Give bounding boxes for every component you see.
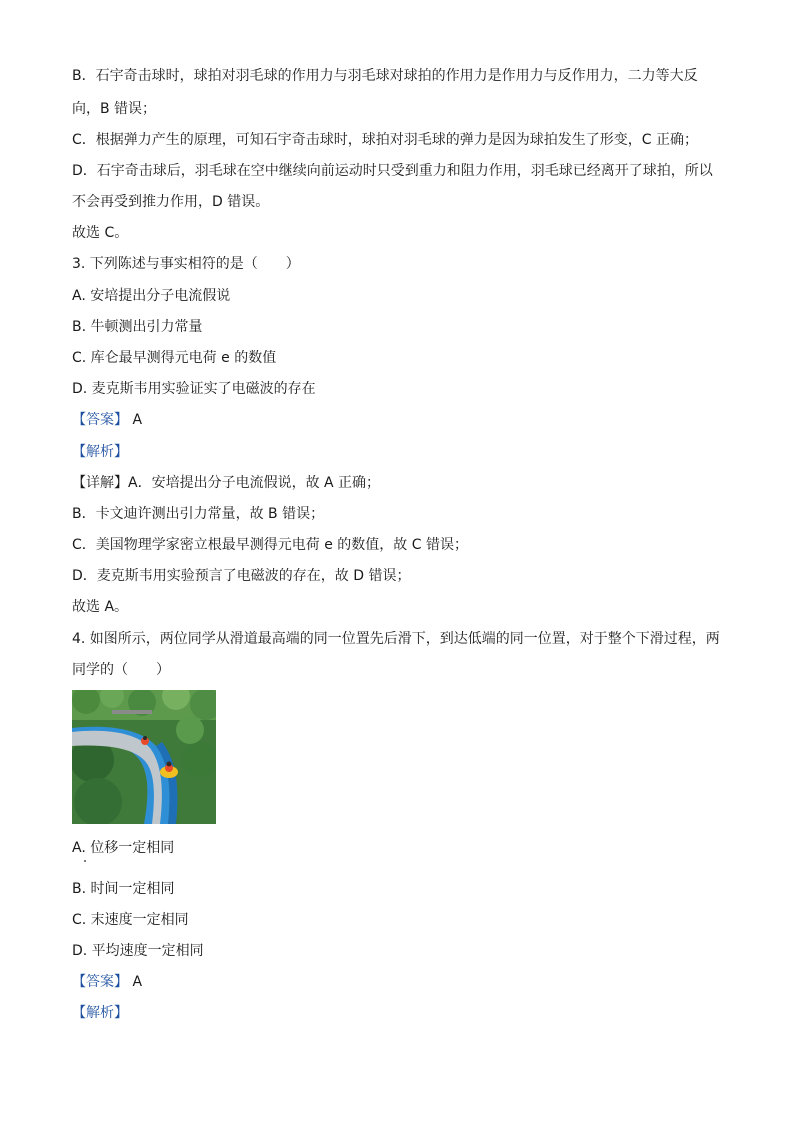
answer-line: 【答案】 A: [72, 974, 143, 990]
text-line: B．石宇奇击球时，球拍对羽毛球的作用力与羽毛球对球拍的作用力是作用力与反作用力，二力等大反: [72, 68, 698, 84]
text-line: D．石宇奇击球后，羽毛球在空中继续向前运动时只受到重力和阻力作用，羽毛球已经离开了球拍，所以: [72, 163, 713, 179]
answer-tag: 答案: [86, 974, 114, 990]
answer-tag: 答案: [86, 412, 114, 428]
option-c: C. 库仑最早测得元电荷 e 的数值: [72, 350, 277, 366]
option-d: D. 平均速度一定相同: [72, 943, 204, 959]
analysis-tag: 解析: [86, 1005, 114, 1021]
question-4-stem: 4. 如图所示，两位同学从滑道最高端的同一位置先后滑下，到达低端的同一位置，对于整个下滑过程，两: [72, 631, 720, 647]
option-c: C. 末速度一定相同: [72, 912, 189, 928]
text-line: C．美国物理学家密立根最早测得元电荷 e 的数值，故 C 错误；: [72, 537, 468, 553]
option-b: B. 时间一定相同: [72, 881, 175, 897]
text-line: 不会再受到推力作用，D 错误。: [72, 194, 270, 210]
stray-dot: [84, 860, 86, 862]
analysis-heading: 【解析】: [72, 1005, 128, 1021]
option-a: A. 位移一定相同: [72, 840, 175, 856]
detail-tag: 详解: [86, 475, 114, 491]
question-4-stem-cont: 同学的（ ）: [72, 662, 170, 678]
analysis-tag: 解析: [86, 444, 114, 460]
option-d: D. 麦克斯韦用实验证实了电磁波的存在: [72, 381, 316, 397]
text-line: 故选 C。: [72, 225, 129, 241]
analysis-heading: 【解析】: [72, 444, 128, 460]
text-line: D．麦克斯韦用实验预言了电磁波的存在，故 D 错误；: [72, 568, 411, 584]
waterslide-photo: [72, 690, 216, 824]
answer-line: 【答案】 A: [72, 412, 143, 428]
text-line: B．卡文迪许测出引力常量，故 B 错误；: [72, 506, 325, 522]
question-3-stem: 3. 下列陈述与事实相符的是（ ）: [72, 256, 300, 272]
detail-line: 【详解】A．安培提出分子电流假说，故 A 正确；: [72, 475, 381, 491]
text-line: 故选 A。: [72, 599, 129, 615]
text-line: C．根据弹力产生的原理，可知石宇奇击球时，球拍对羽毛球的弹力是因为球拍发生了形变，C 正确；: [72, 132, 698, 148]
text-line: 向，B 错误；: [72, 101, 157, 117]
option-a: A. 安培提出分子电流假说: [72, 288, 231, 304]
option-b: B. 牛顿测出引力常量: [72, 319, 203, 335]
